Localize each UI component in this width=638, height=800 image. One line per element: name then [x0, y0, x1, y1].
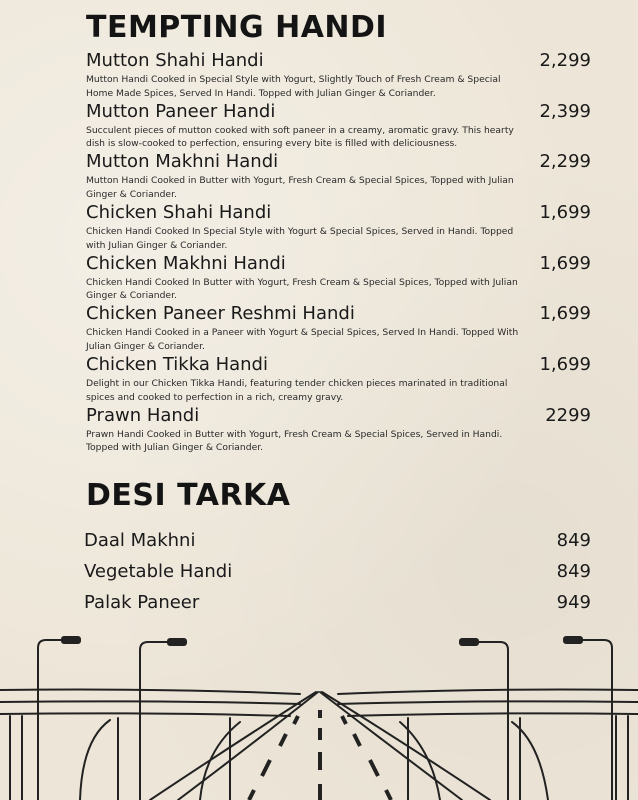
item-name: Chicken Tikka Handi [86, 354, 268, 376]
menu-item-vegetable-handi [84, 556, 591, 587]
section-title-tempting-handi: TEMPTING HANDI [86, 10, 388, 45]
item-description: Chicken Handi Cooked In Special Style with Yogurt & Special Spices, Served in Handi. Topped with Julian Ginger & Coriander. [86, 226, 514, 251]
item-description: Delight in our Chicken Tikka Handi, featuring tender chicken pieces marinated in traditional spices and cooked to perfection in a rich, creamy gravy. [86, 378, 508, 403]
item-name: Mutton Shahi Handi [86, 50, 264, 71]
item-description: Mutton Handi Cooked in Butter with Yogurt, Fresh Cream & Special Spices, Topped with Julian Ginger & Coriander. [86, 175, 514, 200]
item-price: 2,399 [539, 100, 591, 122]
item-price: 849 [556, 530, 591, 551]
item-price: 1,699 [539, 252, 591, 274]
item-name: Chicken Shahi Handi [86, 202, 272, 224]
menu-item-mutton-shahi-handi [86, 50, 591, 101]
menu-item-chicken-paneer-reshmi-handi [86, 303, 591, 354]
menu-item-mutton-makhni-handi [86, 151, 591, 202]
item-description: Succulent pieces of mutton cooked with soft paneer in a creamy, aromatic gravy. This hearty dish is slow-cooked to perfection, ensuring every bite is filled with deliciousness. [86, 124, 514, 150]
item-name: Mutton Makhni Handi [86, 151, 279, 173]
menu-item-palak-paneer [84, 587, 591, 618]
item-price: 2299 [545, 404, 591, 426]
item-name: Chicken Paneer Reshmi Handi [86, 303, 355, 325]
item-description: Chicken Handi Cooked In Butter with Yogurt, Fresh Cream & Special Spices, Topped with Julian Ginger & Coriander. [86, 276, 518, 302]
item-price: 1,699 [539, 303, 591, 325]
section-title-desi-tarka: DESI TARKA [86, 478, 291, 513]
item-price: 1,699 [539, 354, 591, 376]
item-price: 949 [556, 592, 591, 613]
menu-item-daal-makhni [84, 525, 591, 556]
menu-item-chicken-makhni-handi [86, 253, 591, 304]
item-name: Mutton Paneer Handi [86, 100, 276, 122]
desi-tarka-list [84, 525, 591, 618]
item-name: Chicken Makhni Handi [86, 252, 286, 274]
highway-streetlights-illustration-icon [0, 630, 638, 800]
item-description: Chicken Handi Cooked in a Paneer with Yogurt & Special Spices, Served In Handi. Topped With Julian Ginger & Coriander. [86, 327, 519, 352]
item-name: Daal Makhni [84, 530, 196, 551]
item-price: 2,299 [539, 50, 591, 71]
item-price: 849 [556, 561, 591, 582]
item-name: Vegetable Handi [84, 561, 233, 582]
item-name: Prawn Handi [86, 404, 200, 426]
menu-item-chicken-shahi-handi [86, 202, 591, 253]
menu-item-prawn-handi [86, 405, 591, 456]
item-description: Prawn Handi Cooked in Butter with Yogurt, Fresh Cream & Special Spices, Served in Handi. Topped with Julian Ginger & Coriander. [86, 428, 503, 454]
item-name: Palak Paneer [84, 592, 200, 613]
menu-item-chicken-tikka-handi [86, 354, 591, 405]
item-description: Mutton Handi Cooked in Special Style with Yogurt, Slightly Touch of Fresh Cream & Special Home Made Spices, Served In Handi. Topped with Julian Ginger & Coriander. [86, 74, 501, 99]
item-price: 2,299 [539, 151, 591, 173]
item-price: 1,699 [539, 202, 591, 224]
tempting-handi-list [86, 50, 591, 456]
menu-item-mutton-paneer-handi [86, 101, 591, 152]
